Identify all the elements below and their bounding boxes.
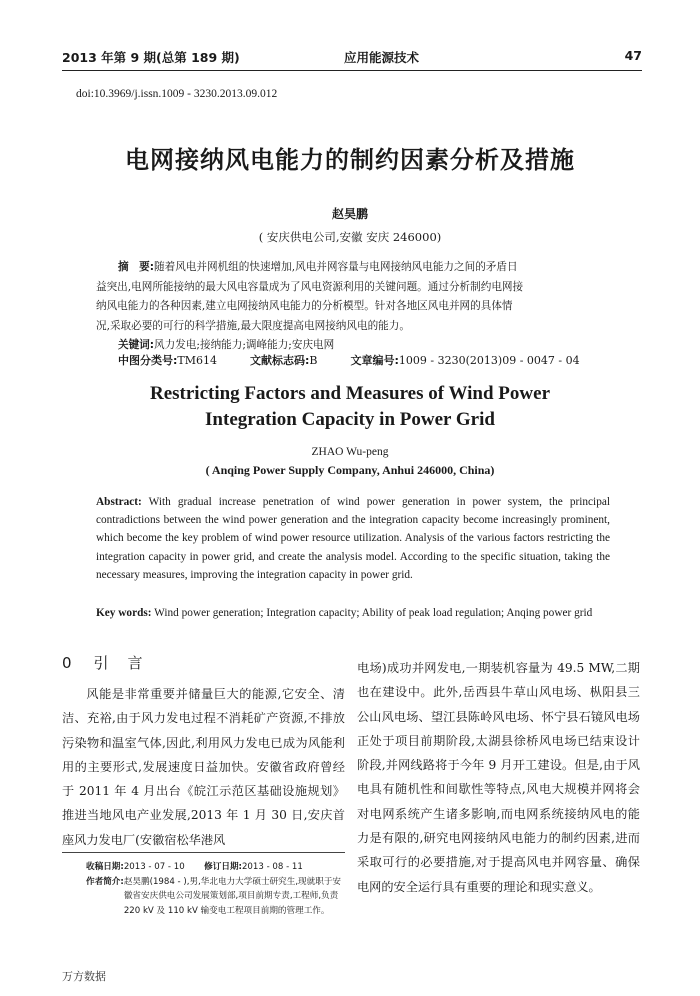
- paper-title-cn: 电网接纳风电能力的制约因素分析及措施: [125, 146, 575, 174]
- running-header: [62, 48, 642, 64]
- class-value: TM614: [177, 354, 218, 367]
- docid-value: B: [309, 354, 318, 367]
- paper-title-en: [0, 381, 700, 433]
- abstract-en-text: With gradual increase penetration of wind power generation in power system, the principal contradictions between the wind power generation and the integration capacity become increasingly prominent, which become the key problem of wind power resource utilization. Analysis of the various factors restricting the integration capacity in power grid, and create the analysis model. According to the specific situation, taking the necessary measures, improving the integration capacity in power grid.: [96, 496, 610, 581]
- class-label: 中图分类号:: [118, 354, 178, 367]
- affiliation-en: ( Anqing Power Supply Company, Anhui 246000, China): [205, 463, 495, 477]
- footnote: [86, 860, 348, 918]
- revised-date: 2013 - 08 - 11: [241, 862, 303, 872]
- issue-info: 2013 年第 9 期(总第 189 期): [62, 50, 240, 65]
- abstract-en: [96, 493, 610, 584]
- watermark: 万方数据: [62, 970, 106, 983]
- received-date: 2013 - 07 - 10: [123, 862, 185, 872]
- title-en-line1: Restricting Factors and Measures of Wind Power: [149, 383, 550, 404]
- article-label: 文章编号:: [350, 354, 399, 367]
- keywords-cn: 风力发电;接纳能力;调峰能力;安庆电网: [154, 339, 335, 351]
- section-heading: [62, 652, 145, 673]
- body-paragraph: 风能是非常重要并储量巨大的能源,它安全、清洁、充裕,由于风力发电过程不消耗矿产资源,不排放污染物和温室气体,因此,利用风力发电已成为风能利用的主要形式,发展速度日益加快。安徽省政府曾经于 2011 年 4 月出台《皖江示范区基础设施规划》推进当地风电产业发展,2013 年 1 月 30 日,安庆首座风力发电厂(安徽宿松华港风: [62, 687, 345, 847]
- header-divider: [62, 70, 642, 71]
- abstract-cn-line: 纳风电能力的各种因素,建立电网接纳风电能力的分析模型。针对各地区风电并网的具体情: [96, 300, 513, 312]
- section-number: 0: [62, 654, 74, 672]
- abstract-cn-line: 随着风电并网机组的快速增加,风电并网容量与电网接纳风电能力之间的矛盾日: [154, 261, 518, 273]
- received-label: 收稿日期:: [86, 862, 124, 872]
- page-number: 47: [624, 48, 642, 63]
- body-paragraph: 电场)成功并网发电,一期装机容量为 49.5 MW,二期也在建设中。此外,岳西县牛草山风电场、枞阳县三公山风电场、望江县陈岭风电场、怀宁县石镜风电场正处于项目前期阶段,太湖县徐桥风电场已结束设计阶段,并网线路将于今年 9 月开工建设。但是,由于风电具有随机性和间歇性等特点,风电大规模并网将会对电网系统产生诸多影响,而电网系统接纳风电的能力是有限的,研究电网接纳风电能力的制约因素,进而采取可行的必要措施,对于提高风电并网容量、确保电网的安全运行具有重要的理论和现实意义。: [357, 661, 640, 894]
- keywords-en: Wind power generation; Integration capacity; Ability of peak load regulation; Anqing power grid: [154, 607, 593, 619]
- docid-label: 文献标志码:: [250, 354, 310, 367]
- keywords-en-label: Key words:: [96, 607, 152, 619]
- footnote-divider: [62, 852, 345, 853]
- keywords-en-block: [96, 604, 610, 622]
- journal-name: 应用能源技术: [344, 50, 420, 65]
- author-bio-label: 作者简介:: [86, 876, 124, 887]
- doi: doi:10.3969/j.issn.1009 - 3230.2013.09.012: [76, 88, 278, 100]
- section-title: 引 言: [93, 654, 145, 672]
- abstract-cn-line: 益突出,电网所能接纳的最大风电容量成为了风电资源利用的关键问题。通过分析制约电网接: [96, 280, 524, 293]
- author-en: ZHAO Wu-peng: [311, 446, 389, 458]
- classification-line: [118, 352, 580, 368]
- author-bio: 赵昊鹏(1984 - ),男,华北电力大学硕士研究生,现就职于安徽省安庆供电公司发展策划部,项目前期专责,工程师,负责 220 kV 及 110 kV 输变电工程项目前期的管理工作。: [123, 876, 342, 916]
- abstract-cn: [96, 258, 608, 356]
- revised-label: 修订日期:: [204, 862, 242, 872]
- body-left-column: [62, 682, 345, 852]
- abstract-cn-line: 况,采取必要的可行的科学措施,最大限度提高电网接纳风电的能力。: [96, 319, 410, 332]
- keywords-cn-label: 关键词:: [118, 339, 155, 351]
- body-right-column: [357, 656, 640, 899]
- affiliation-cn: ( 安庆供电公司,安徽 安庆 246000): [258, 230, 442, 244]
- title-en-line2: Integration Capacity in Power Grid: [205, 409, 495, 430]
- abstract-en-label: Abstract:: [96, 496, 142, 508]
- article-value: 1009 - 3230(2013)09 - 0047 - 04: [398, 354, 580, 367]
- author-cn: 赵昊鹏: [331, 207, 368, 221]
- abstract-cn-label: 摘 要:: [118, 261, 155, 273]
